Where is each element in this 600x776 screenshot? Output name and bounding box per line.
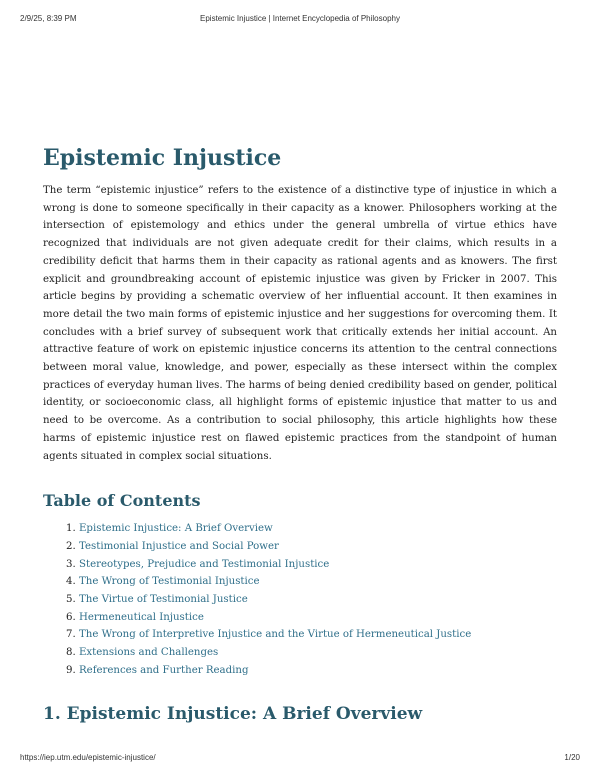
toc-item <box>79 573 557 591</box>
print-page-title: Epistemic Injustice | Internet Encyclopedia of Philosophy <box>200 14 400 23</box>
toc-heading: Table of Contents <box>43 491 201 511</box>
toc-link-9[interactable]: References and Further Reading <box>79 664 249 676</box>
toc-link-8[interactable]: Extensions and Challenges <box>79 647 219 659</box>
toc-link-3[interactable]: Stereotypes, Prejudice and Testimonial Injustice <box>79 558 330 570</box>
print-page-number: 1/20 <box>564 753 580 762</box>
print-url: https://iep.utm.edu/epistemic-injustice/ <box>20 753 156 762</box>
print-footer <box>0 753 600 767</box>
toc-item <box>79 591 557 609</box>
toc-item <box>79 556 557 574</box>
toc-link-5[interactable]: The Virtue of Testimonial Justice <box>79 594 248 606</box>
toc-link-1[interactable]: Epistemic Injustice: A Brief Overview <box>79 523 273 535</box>
table-of-contents <box>43 520 557 679</box>
toc-link-4[interactable]: The Wrong of Testimonial Injustice <box>79 576 260 588</box>
article-content <box>43 140 557 726</box>
article-title: Epistemic Injustice <box>43 145 282 171</box>
print-header <box>0 14 600 28</box>
toc-link-6[interactable]: Hermeneutical Injustice <box>79 611 204 623</box>
toc-item <box>79 626 557 644</box>
article-intro: The term “epistemic injustice” refers to the existence of a distinctive type of injustice in which a wrong is done to someone specifically in their capacity as a knower. Philosophers working at the intersection of epistemology and ethics under the general umbrella of virtue ethics have recognized that individuals are not given adequate credit for their claims, which results in a credibility deficit that harms them in their capacity as rational agents and as knowers. The first explicit and groundbreaking account of epistemic injustice was given by Fricker in 2007. This article begins by providing a schematic overview of her influential account. It then examines in more detail the two main forms of epistemic injustice and her suggestions for overcoming them. It concludes with a brief survey of subsequent work that critically extends her initial account. An attractive feature of work on epistemic injustice concerns its attention to the central connections between moral value, knowledge, and power, especially as these intersect within the complex practices of everyday human lives. The harms of being denied credibility based on gender, political identity, or socioeconomic class, all highlight forms of epistemic injustice that matter to us and need to be overcome. As a contribution to social philosophy, this article highlights how these harms of epistemic injustice rest on flawed epistemic practices from the standpoint of human agents situated in complex social situations. <box>43 185 557 462</box>
toc-link-2[interactable]: Testimonial Injustice and Social Power <box>79 540 279 552</box>
toc-item <box>79 644 557 662</box>
section-heading-1: 1. Epistemic Injustice: A Brief Overview <box>43 703 423 724</box>
toc-item <box>79 538 557 556</box>
toc-item <box>79 662 557 680</box>
toc-item <box>79 609 557 627</box>
print-timestamp: 2/9/25, 8:39 PM <box>20 14 77 23</box>
toc-item <box>79 520 557 538</box>
toc-link-7[interactable]: The Wrong of Interpretive Injustice and the Virtue of Hermeneutical Justice <box>79 629 472 641</box>
